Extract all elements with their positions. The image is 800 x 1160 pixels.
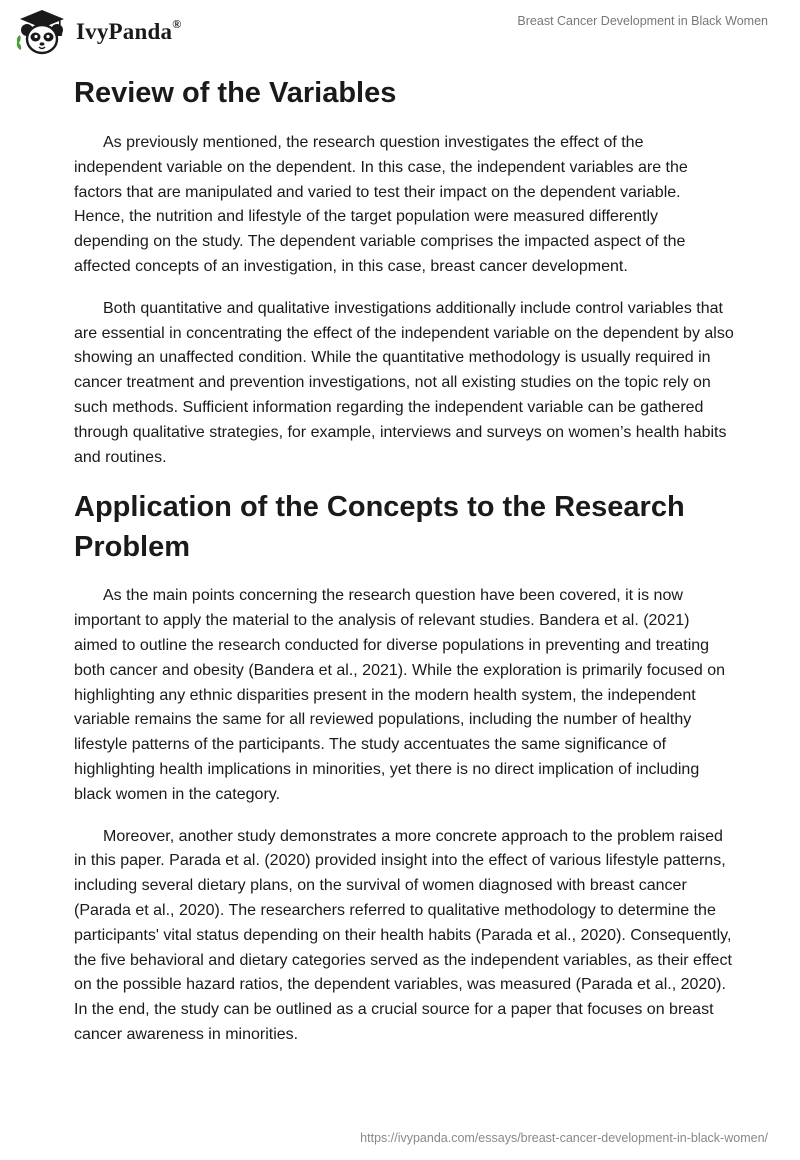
panda-graduate-icon	[14, 8, 70, 56]
ivypanda-logo[interactable]	[14, 8, 181, 56]
paragraph: As previously mentioned, the research question investigates the effect of the independent variable on the dependent. In this case, the independent variables are the factors that are manipulated and varied to test their impact on the dependent variable. Hence, the nutrition and lifestyle of the target population were measured differently depending on the study. The dependent variable comprises the impacted aspect of the affected concepts of an investigation, in this case, breast cancer development.	[74, 134, 688, 275]
paragraph: As the main points concerning the research question have been covered, it is now important to apply the material to the analysis of relevant studies. Bandera et al. (2021) aimed to outline the research conducted for diverse populations in preventing and treating both cancer and obesity (Bandera et al., 2021). While the exploration is primarily focused on highlighting any ethnic disparities present in the modern health system, the independent variable remains the same for all reviewed populations, including the number of healthy lifestyle patterns of the participants. The study accentuates the same significance of highlighting health implications in minorities, yet there is no direct implication of including black women in the category.	[74, 587, 726, 803]
document-title: Breast Cancer Development in Black Women	[517, 14, 768, 28]
source-url[interactable]: https://ivypanda.com/essays/breast-cancer-development-in-black-women/	[360, 1131, 768, 1145]
paragraph: Both quantitative and qualitative investigations additionally include control variables that are essential in concentrating the effect of the independent variable on the dependent by also showing an unaffected condition. While the quantitative methodology is usually required in cancer treatment and prevention investigations, not all existing studies on the topic rely on such methods. Sufficient information regarding the independent variable can be gathered through qualitative strategies, for example, interviews and surveys on women’s health habits and routines.	[74, 299, 734, 466]
section-heading-review: Review of the Variables	[74, 77, 397, 109]
page-header	[0, 0, 800, 60]
essay-body	[74, 70, 734, 1065]
paragraph: Moreover, another study demonstrates a more concrete approach to the problem raised in this paper. Parada et al. (2020) provided insight into the effect of various lifestyle patterns, including several dietary plans, on the survival of women diagnosed with breast cancer (Parada et al., 2020). The researchers referred to qualitative methodology to determine the participants' vital status depending on their health habits (Parada et al., 2020). Consequently, the five behavioral and dietary categories served as the independent variables, as their effect on the possible hazard ratios, the dependent variables, was measured (Parada et al., 2020). In the end, the study can be outlined as a crucial source for a paper that focuses on breast cancer awareness in minorities.	[74, 827, 732, 1043]
logo-wordmark: IvyPanda®	[76, 17, 182, 44]
section-heading-application: Application of the Concepts to the Research Problem	[74, 491, 685, 564]
